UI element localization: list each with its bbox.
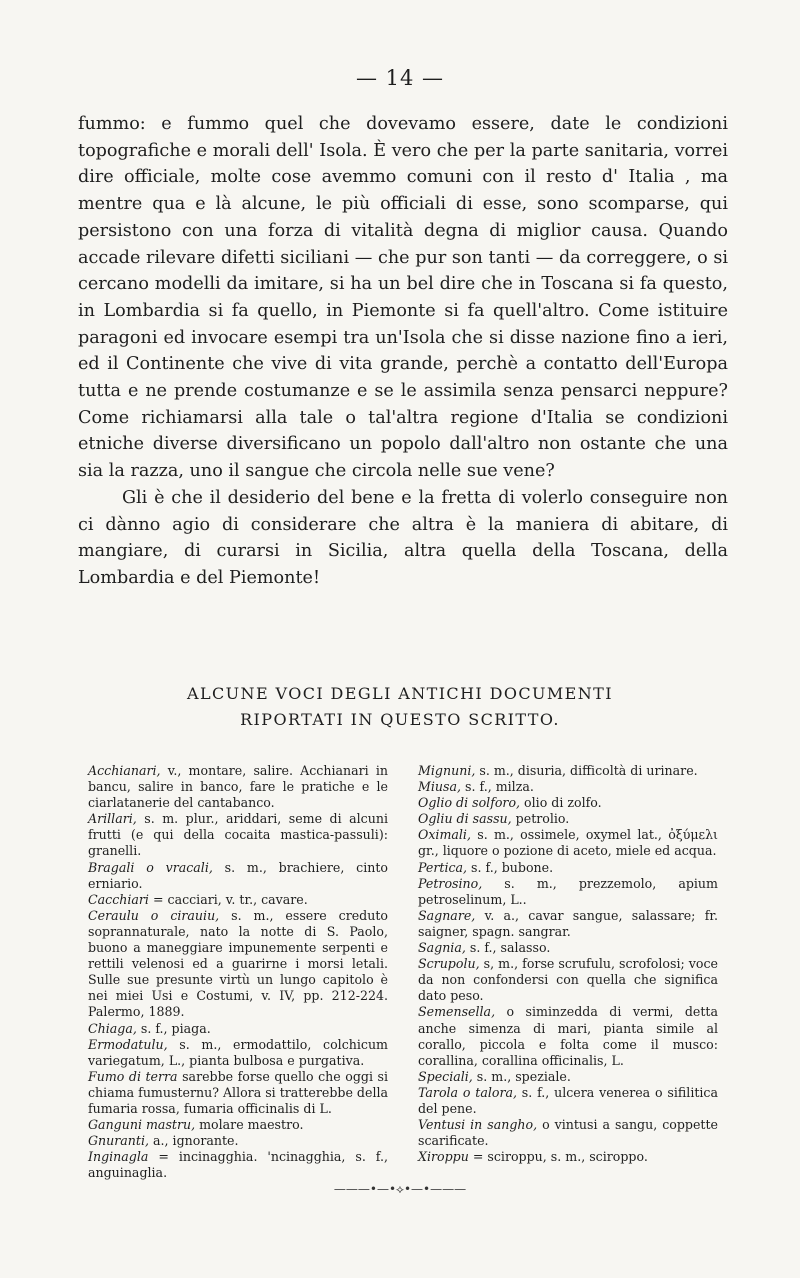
glossary-entry (88, 811, 388, 859)
glossary-entry (88, 1021, 388, 1037)
glossary-definition: petrolio. (511, 811, 570, 827)
glossary-definition: s. m., speziale. (472, 1068, 571, 1084)
section-heading-line-2: RIPORTATI IN QUESTO SCRITTO. (240, 710, 560, 729)
glossary-headword: Sagnia, (418, 940, 466, 956)
glossary-definition: s. m. plur., ariddari, seme di alcuni frutti (e qui della cocaita mastica-passuli): granelli. (88, 811, 388, 859)
glossary-headword: Speciali, (418, 1068, 473, 1084)
section-heading-line-1: ALCUNE VOCI DEGLI ANTICHI DOCUMENTI (187, 684, 613, 703)
glossary-definition: s. f., piaga. (136, 1020, 211, 1036)
glossary-definition: s. m., essere creduto soprannaturale, nato la notte di S. Paolo, buono a maneggiare impunemente serpenti e rettili velenosi ed a guarirne i morsi letali. Sulle sue presunte virtù un lungo capitolo è nei miei Usi e Costumi, v. IV, pp. 212-224. Palermo, 1889. (88, 907, 388, 1020)
glossary-definition: s. f., milza. (461, 779, 534, 795)
glossary-definition: olio di zolfo. (520, 795, 602, 811)
glossary-entry (418, 1085, 718, 1117)
glossary-headword: Tarola o talora, (418, 1084, 517, 1100)
glossary-headword: Inginagla (88, 1149, 149, 1165)
glossary-headword: Ganguni mastru, (88, 1117, 196, 1133)
paragraph-2: Gli è che il desiderio del bene e la fretta di volerlo conseguire non ci dànno agio di considerare che altra è la maniera di abitare, di mangiare, di curarsi in Sicilia, altra quella della Toscana, della Lombardia e del Piemonte! (78, 487, 728, 588)
glossary-entry (418, 1069, 718, 1085)
glossary-entry (418, 860, 718, 876)
glossary-entry (418, 795, 718, 811)
paragraph-1: fummo: e fummo quel che dovevamo essere, date le condizioni topografiche e morali dell' Isola. È vero che per la parte sanitaria, vorrei dire officiale, molte cose avemmo comuni con il resto d' Italia , ma mentre qua e là alcune, le più officiali di esse, sono scomparse, qui persistono con una forza di vitalità degna di miglior causa. Quando accade rilevare difetti siciliani — che pur son tanti — da correggere, o si cercano modelli da imitare, si ha un bel dire che in Toscana si fa questo, in Lombardia si fa quello, in Piemonte si fa quell'altro. Come istituire paragoni ed invocare esempi tra un'Isola che si disse nazione fino a ieri, ed il Continente che vive di vita grande, perchè a contatto dell'Europa tutta e ne prende costumanze e se le assimila senza pensarci neppure? Come richiamarsi alla tale o tal'altra regione d'Italia se condizioni etniche diverse diversificano un popolo dall'altro non ostante che una sia la razza, uno il sangue che circola nelle sue vene? (78, 114, 728, 482)
glossary-headword: Petrosino, (418, 875, 483, 891)
glossary-definition: s. m., ossimele, oxymel lat., ὀξύμελι gr., liquore o pozione di aceto, miele ed acqua. (418, 827, 718, 859)
glossary-definition: o siminzedda di vermi, detta anche simenza di mari, pianta simile al corallo, piccola e folta come il musco: corallina, corallina officinalis, L. (418, 1004, 718, 1068)
glossary-definition: v. a., cavar sangue, salassare; fr. saigner, spagn. sangrar. (418, 907, 718, 939)
glossary-headword: Gnuranti, (88, 1133, 150, 1149)
glossary-entry (88, 1037, 388, 1069)
end-ornament: ———•—•⟡•—•——— (333, 1182, 467, 1196)
glossary-headword: Ermodatulu, (88, 1036, 168, 1052)
glossary-entry (88, 1069, 388, 1117)
glossary-headword: Acchianari, (88, 763, 161, 778)
glossary-headword: Semensella, (418, 1004, 496, 1020)
glossary-entry (88, 763, 388, 811)
glossary-entry (418, 956, 718, 1004)
glossary-entry (418, 827, 718, 859)
glossary-definition: sarebbe forse quello che oggi si chiama fumusternu? Allora si tratterebbe della fumaria rossa, fumaria officinalis di L. (88, 1068, 389, 1116)
glossary-headword: Chiaga, (88, 1020, 137, 1036)
glossary-entry (88, 892, 388, 908)
glossary-headword: Sagnare, (418, 907, 476, 923)
glossary-headword: Miusa, (418, 779, 462, 795)
glossary-definition: o vintusi a sangu, coppette scarificate. (418, 1117, 718, 1149)
glossary-headword: Oximali, (418, 827, 471, 843)
glossary-headword: Ventusi in sangho, (418, 1117, 538, 1133)
glossary-headword: Pertica, (418, 859, 468, 875)
glossary-entry (418, 1149, 718, 1165)
glossary-entry (88, 908, 388, 1021)
glossary-definition: = incinagghia. 'ncinagghia, s. f., anguinaglia. (88, 1149, 388, 1181)
glossary-headword: Cacchiari (88, 891, 149, 907)
glossary-definition: s. f., bubone. (467, 859, 554, 875)
glossary-headword: Ceraulu o cirauiu, (88, 907, 220, 923)
glossary-definition: s. m., disuria, difficoltà di urinare. (475, 763, 698, 778)
glossary-definition: s. m., ermodattilo, colchicum variegatum, L., pianta bulbosa e purgativa. (88, 1036, 388, 1068)
glossary-entry (418, 940, 718, 956)
glossary-entry (88, 860, 388, 892)
glossary-headword: Ogliu di sassu, (418, 811, 512, 827)
glossary-definition: s. m., prezzemolo, apium petroselinum, L.. (418, 875, 718, 907)
glossary-headword: Oglio di solforo, (418, 795, 521, 811)
glossary-definition: a., ignorante. (149, 1133, 239, 1149)
glossary (88, 763, 718, 1181)
glossary-entry (418, 1004, 718, 1068)
glossary-definition: molare maestro. (195, 1117, 304, 1133)
glossary-entry (418, 779, 718, 795)
glossary-headword: Arillari, (88, 811, 137, 827)
glossary-entry (418, 876, 718, 908)
glossary-definition: s. m., brachiere, cinto erniario. (88, 859, 388, 891)
glossary-entry (418, 811, 718, 827)
glossary-headword: Mignuni, (418, 763, 476, 778)
glossary-definition: = cacciari, v. tr., cavare. (148, 891, 308, 907)
glossary-headword: Fumo di terra (88, 1068, 178, 1084)
glossary-definition: s, m., forse scrufulu, scrofolosi; voce da non confondersi con quella che significa dato peso. (418, 956, 718, 1004)
glossary-entry (88, 1149, 388, 1181)
glossary-definition: s. f., salasso. (465, 940, 551, 956)
glossary-headword: Scrupolu, (418, 956, 480, 972)
glossary-definition: = sciroppu, s. m., sciroppo. (468, 1149, 648, 1165)
glossary-definition: v., montare, salire. Acchianari in bancu, salire in banco, fare le pratiche e le ciarlatanerie del cantabanco. (88, 763, 388, 811)
page-number: — 14 — (355, 66, 445, 90)
glossary-entry (418, 763, 718, 779)
glossary-entry (88, 1117, 388, 1133)
glossary-left-column (88, 763, 388, 1181)
glossary-entry (418, 1117, 718, 1149)
glossary-headword: Xiroppu (418, 1149, 469, 1165)
glossary-right-column (418, 763, 718, 1181)
glossary-headword: Bragali o vracali, (88, 859, 213, 875)
glossary-definition: s. f., ulcera venerea o sifilitica del pene. (418, 1084, 718, 1116)
glossary-entry (88, 1133, 388, 1149)
glossary-entry (418, 908, 718, 940)
main-text (78, 111, 728, 592)
